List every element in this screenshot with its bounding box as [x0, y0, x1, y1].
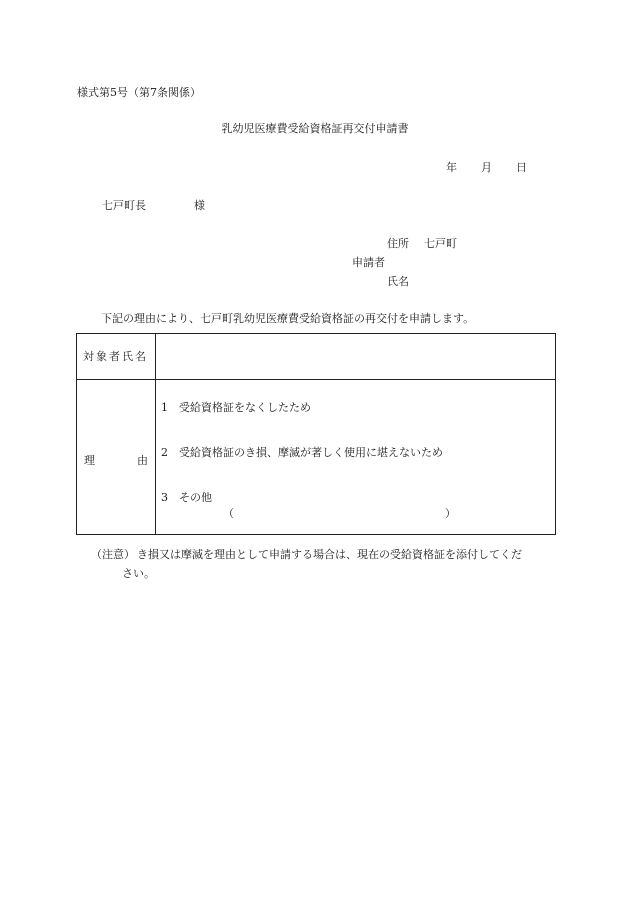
form-number: 様式第5号（第7条関係）: [77, 86, 201, 99]
document-title: 乳幼児医療費受給資格証再交付申請書: [221, 122, 409, 135]
applicant-label: 申請者: [352, 256, 385, 269]
table-row-divider: [77, 379, 555, 380]
reason-option-damaged: 2 受給資格証のき損、摩滅が著しく使用に堪えないため: [161, 446, 443, 459]
date-year-label: 年: [446, 161, 457, 174]
addressee-name: 七戸町長: [102, 199, 146, 212]
other-reason-paren-close: ）: [445, 507, 456, 520]
application-table: [76, 333, 556, 535]
address-value: 七戸町: [424, 237, 457, 250]
reason-label-char-1: 理: [84, 454, 95, 467]
intro-text: 下記の理由により、七戸町乳幼児医療費受給資格証の再交付を申請します。: [101, 312, 475, 325]
addressee-honorific: 様: [194, 199, 205, 212]
address-label: 住所: [387, 237, 409, 250]
other-reason-paren-open: （: [223, 507, 234, 520]
subject-name-label: 対象者氏名: [83, 350, 148, 363]
date-day-label: 日: [516, 161, 527, 174]
note-label: （注意）: [91, 548, 135, 561]
table-column-divider: [155, 334, 156, 534]
reason-option-other: 3 その他: [161, 491, 212, 504]
reason-label-char-2: 由: [137, 454, 148, 467]
reason-option-lost: 1 受給資格証をなくしたため: [161, 401, 311, 414]
date-month-label: 月: [481, 161, 492, 174]
note-text-line-2: さい。: [122, 567, 155, 580]
note-text-line-1: き損又は摩滅を理由として申請する場合は、現在の受給資格証を添付してくだ: [137, 548, 522, 561]
applicant-name-label: 氏名: [387, 275, 409, 288]
